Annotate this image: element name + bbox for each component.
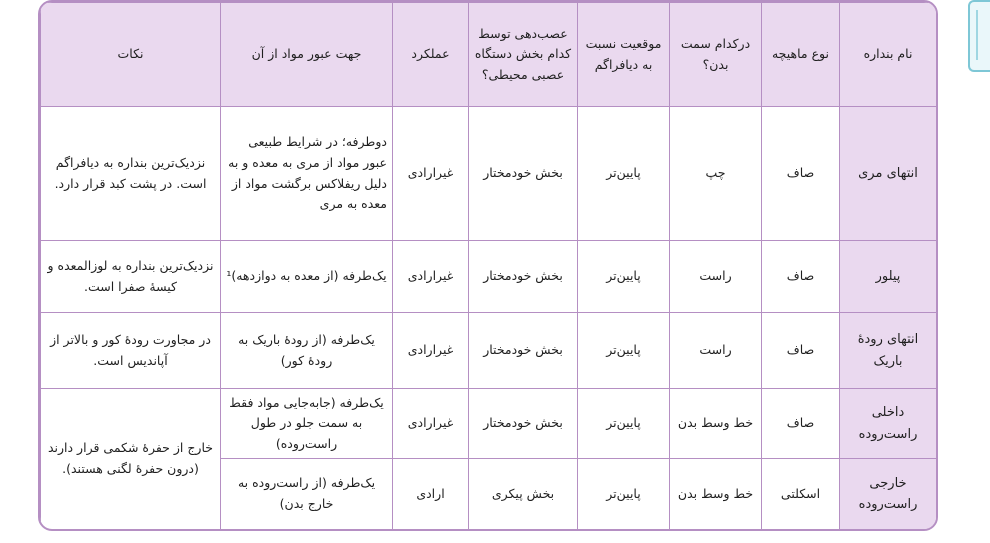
cell-sphincter-name: انتهای مری <box>840 107 937 241</box>
cell-function: غیرارادی <box>393 241 469 313</box>
cell-function: غیرارادی <box>393 107 469 241</box>
cell-diaphragm-position: پایین‌تر <box>578 459 670 530</box>
cell-body-side: راست <box>670 313 762 389</box>
cell-notes: نزدیک‌ترین بنداره به دیافراگم است. در پشت کبد قرار دارد. <box>41 107 221 241</box>
header-notes: نکات <box>41 3 221 107</box>
cell-nervous-innervation: بخش خودمختار <box>469 107 578 241</box>
cell-body-side: خط وسط بدن <box>670 389 762 459</box>
bookmark-tab-icon <box>968 0 990 72</box>
cell-nervous-innervation: بخش خودمختار <box>469 313 578 389</box>
cell-muscle-type: صاف <box>762 241 840 313</box>
cell-nervous-innervation: بخش خودمختار <box>469 241 578 313</box>
cell-pass-direction: یک‌طرفه (از معده به دوازدهه)¹ <box>221 241 393 313</box>
table-row <box>41 241 937 313</box>
header-diaphragm-position: موقعیت نسبت به دیافراگم <box>578 3 670 107</box>
table-row <box>41 389 937 459</box>
header-pass-direction: جهت عبور مواد از آن <box>221 3 393 107</box>
cell-diaphragm-position: پایین‌تر <box>578 389 670 459</box>
cell-nervous-innervation: بخش خودمختار <box>469 389 578 459</box>
table-header-row <box>41 3 937 107</box>
cell-body-side: راست <box>670 241 762 313</box>
cell-diaphragm-position: پایین‌تر <box>578 241 670 313</box>
cell-body-side: خط وسط بدن <box>670 459 762 530</box>
cell-muscle-type: صاف <box>762 313 840 389</box>
cell-sphincter-name: خارجی راست‌روده <box>840 459 937 530</box>
header-function: عملکرد <box>393 3 469 107</box>
header-body-side: درکدام سمت بدن؟ <box>670 3 762 107</box>
header-muscle-type: نوع ماهیچه <box>762 3 840 107</box>
cell-pass-direction: یک‌طرفه (از راست‌روده به خارج بدن) <box>221 459 393 530</box>
cell-function: غیرارادی <box>393 389 469 459</box>
cell-pass-direction: دوطرفه؛ در شرایط طبیعی عبور مواد از مری به معده و به دلیل ریفلاکس برگشت مواد از معده به مری <box>221 107 393 241</box>
cell-body-side: چپ <box>670 107 762 241</box>
cell-function: ارادی <box>393 459 469 530</box>
cell-sphincter-name: داخلی راست‌روده <box>840 389 937 459</box>
cell-diaphragm-position: پایین‌تر <box>578 107 670 241</box>
header-sphincter-name: نام بنداره <box>840 3 937 107</box>
cell-notes-rectum-merged: خارج از حفرهٔ شکمی قرار دارند (درون حفرهٔ لگنی هستند). <box>41 389 221 530</box>
cell-muscle-type: صاف <box>762 389 840 459</box>
cell-sphincter-name: انتهای رودهٔ باریک <box>840 313 937 389</box>
cell-pass-direction: یک‌طرفه (از رودهٔ باریک به رودهٔ کور) <box>221 313 393 389</box>
cell-notes: در مجاورت رودهٔ کور و بالاتر از آپاندیس است. <box>41 313 221 389</box>
sphincter-table-frame <box>38 0 938 531</box>
cell-pass-direction: یک‌طرفه (جابه‌جایی مواد فقط به سمت جلو در طول راست‌روده) <box>221 389 393 459</box>
cell-diaphragm-position: پایین‌تر <box>578 313 670 389</box>
sphincter-comparison-table <box>40 2 937 530</box>
table-row <box>41 107 937 241</box>
cell-muscle-type: اسکلتی <box>762 459 840 530</box>
cell-sphincter-name: پیلور <box>840 241 937 313</box>
table-row <box>41 313 937 389</box>
cell-nervous-innervation: بخش پیکری <box>469 459 578 530</box>
header-nervous-innervation: عصب‌دهی توسط کدام بخش دستگاه عصبی محیطی؟ <box>469 3 578 107</box>
cell-notes: نزدیک‌ترین بنداره به لوزالمعده و کیسهٔ صفرا است. <box>41 241 221 313</box>
cell-function: غیرارادی <box>393 313 469 389</box>
cell-muscle-type: صاف <box>762 107 840 241</box>
